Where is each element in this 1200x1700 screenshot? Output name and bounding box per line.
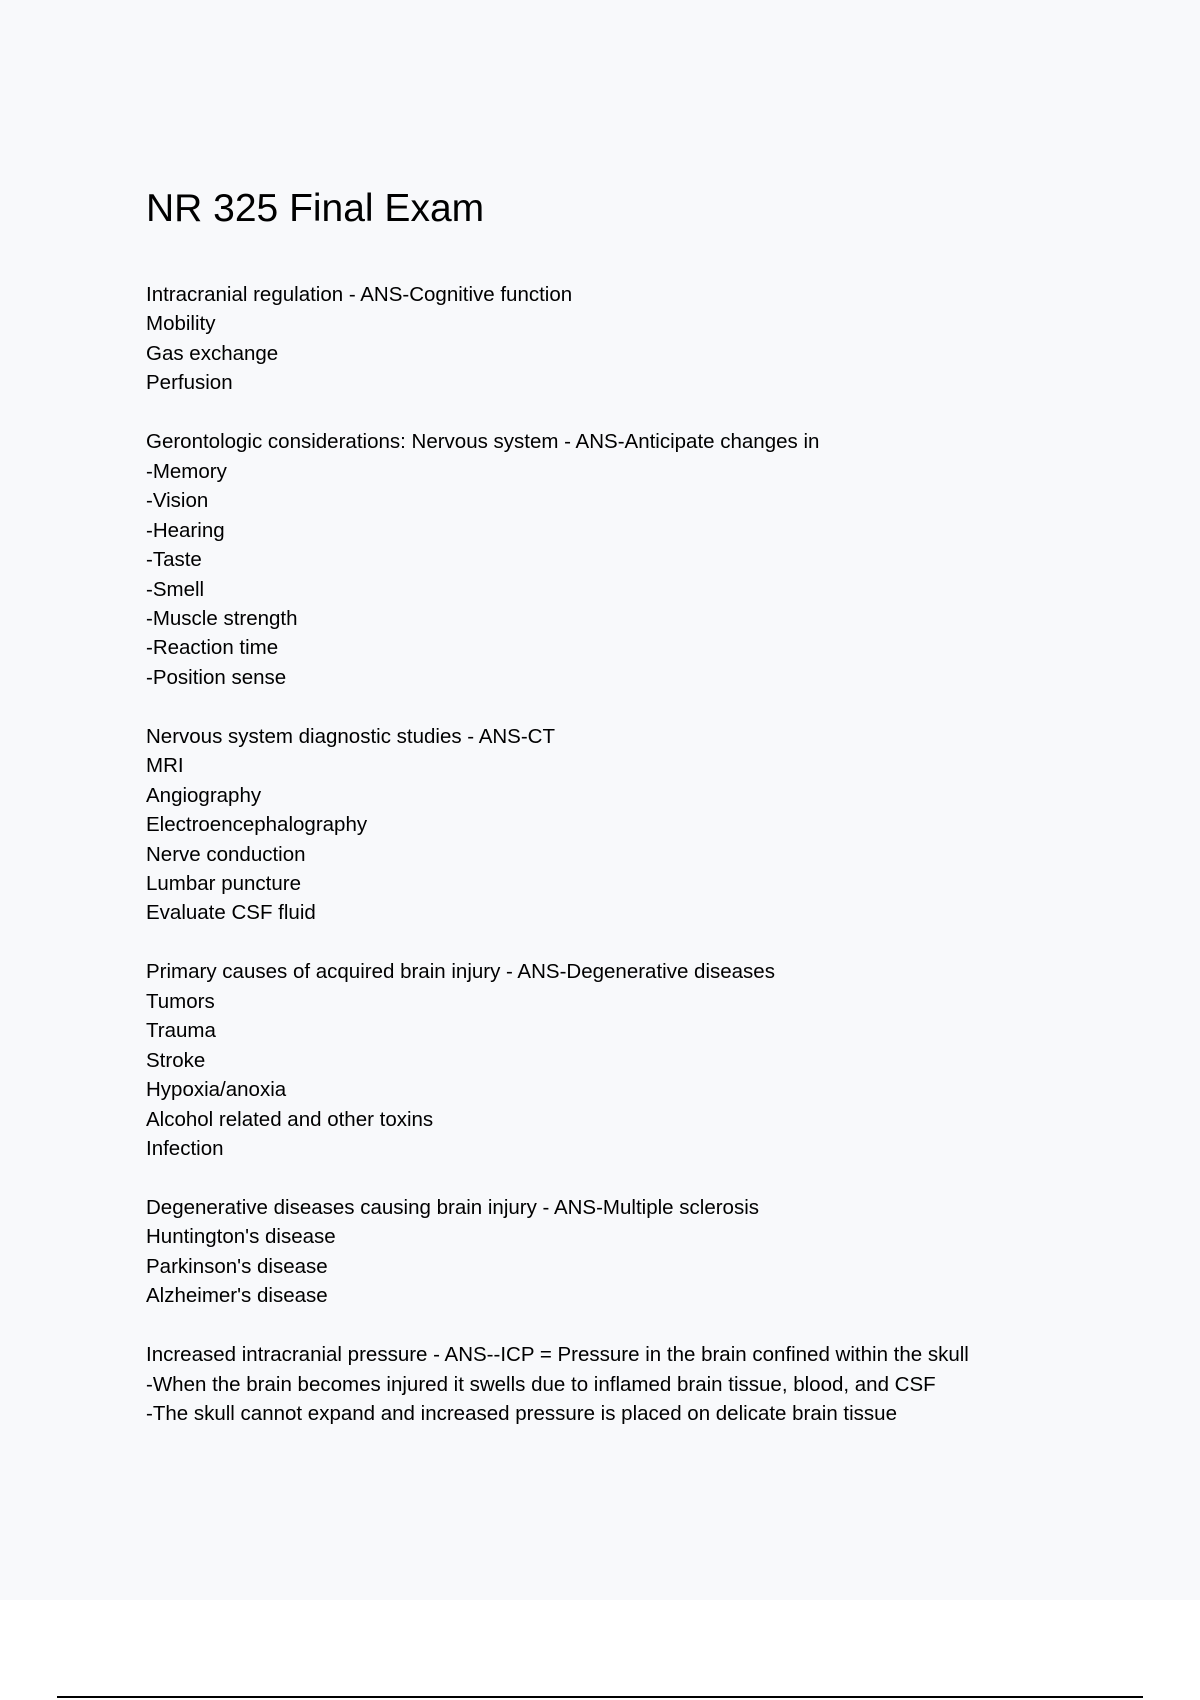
section-line: -Smell <box>146 577 205 601</box>
section-line: Infection <box>146 1137 224 1161</box>
section-line: Gerontologic considerations: Nervous system - ANS-Anticipate changes in <box>146 430 820 454</box>
footer-divider <box>57 1696 1143 1698</box>
section-line: -When the brain becomes injured it swells due to inflamed brain tissue, blood, and CSF <box>146 1372 936 1396</box>
section-diagnostic-studies <box>146 722 1166 928</box>
section-line: Perfusion <box>146 371 233 395</box>
section-increased-icp <box>146 1340 1166 1428</box>
section-line: Lumbar puncture <box>146 872 301 896</box>
section-line: -Taste <box>146 548 202 572</box>
section-line: Angiography <box>146 783 262 807</box>
section-line: MRI <box>146 754 184 778</box>
section-line: Tumors <box>146 989 215 1013</box>
section-line: Alcohol related and other toxins <box>146 1107 434 1131</box>
section-line: Alzheimer's disease <box>146 1284 328 1308</box>
section-line: Increased intracranial pressure - ANS--ICP = Pressure in the brain confined within the skull <box>146 1343 969 1367</box>
section-line: -Vision <box>146 489 209 513</box>
section-line: -Muscle strength <box>146 606 298 630</box>
section-line: Hypoxia/anoxia <box>146 1078 287 1102</box>
section-line: Trauma <box>146 1019 216 1043</box>
section-line: -Position sense <box>146 665 287 689</box>
section-line: Intracranial regulation - ANS-Cognitive function <box>146 283 573 306</box>
section-line: Gas exchange <box>146 341 279 365</box>
section-line: Nerve conduction <box>146 842 306 866</box>
page-title: NR 325 Final Exam <box>146 187 485 230</box>
section-line: Primary causes of acquired brain injury - ANS-Degenerative diseases <box>146 960 775 984</box>
section-line: Evaluate CSF fluid <box>146 901 316 925</box>
section-degenerative-diseases <box>146 1193 1166 1311</box>
section-line: Mobility <box>146 312 216 336</box>
section-line: Stroke <box>146 1048 206 1072</box>
section-line: -Memory <box>146 459 227 483</box>
section-line: -Reaction time <box>146 636 279 660</box>
section-acquired-brain-injury <box>146 957 1166 1163</box>
section-line: Electroencephalography <box>146 813 368 837</box>
section-line: -Hearing <box>146 518 225 542</box>
section-line: Parkinson's disease <box>146 1254 328 1278</box>
section-line: Nervous system diagnostic studies - ANS-CT <box>146 724 555 748</box>
section-intracranial-regulation <box>146 280 1166 398</box>
document-body <box>146 280 1166 1458</box>
section-line: -The skull cannot expand and increased pressure is placed on delicate brain tissue <box>146 1402 897 1426</box>
section-line: Huntington's disease <box>146 1225 336 1249</box>
section-line: Degenerative diseases causing brain injury - ANS-Multiple sclerosis <box>146 1195 759 1219</box>
section-gerontologic-considerations <box>146 427 1166 692</box>
